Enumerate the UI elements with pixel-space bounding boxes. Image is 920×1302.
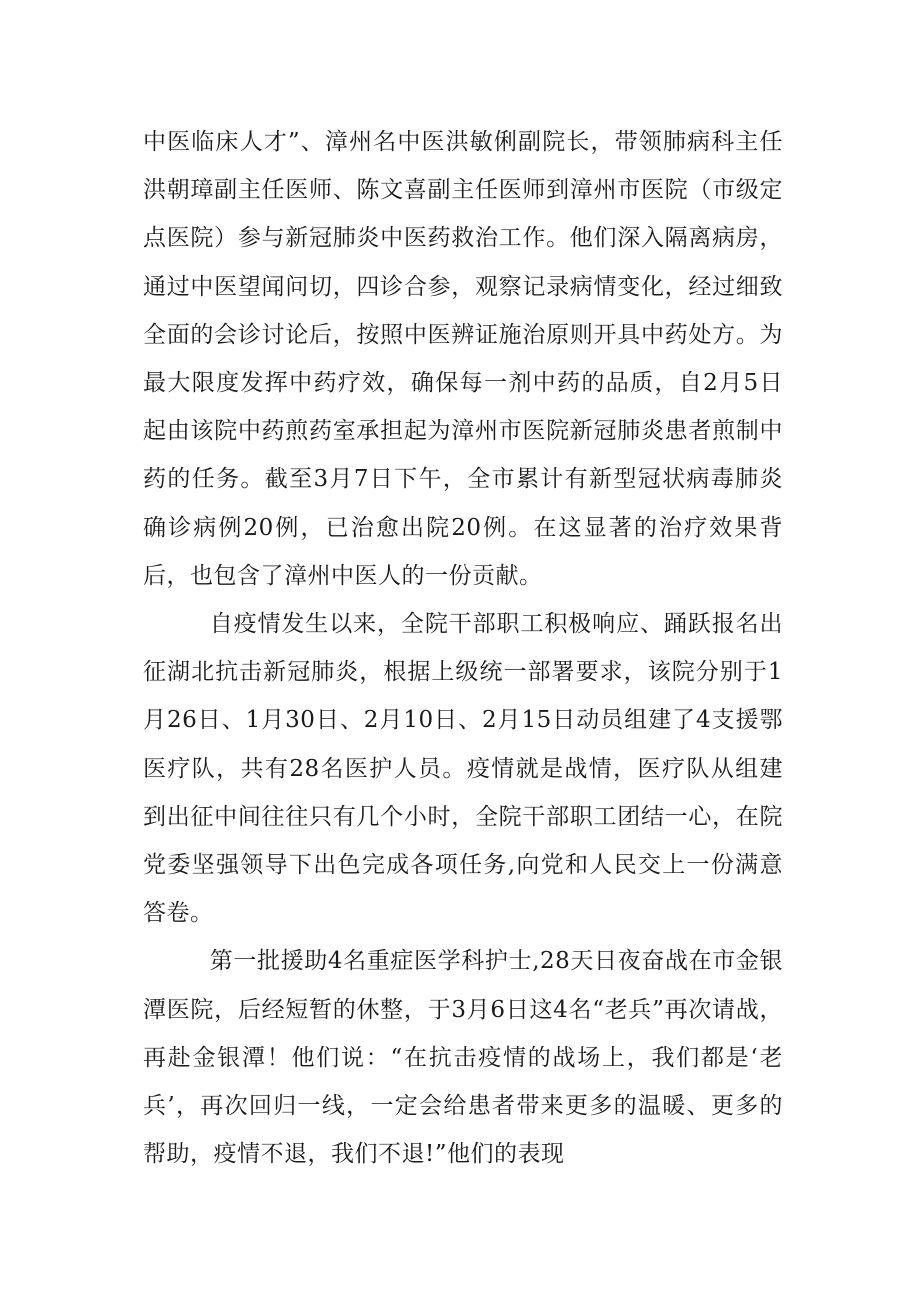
paragraph-continuation: 中医临床人才”、漳州名中医洪敏俐副院长，带领肺病科主任洪朝璋副主任医师、陈文喜副主任医师到漳州市医院（市级定点医院）参与新冠肺炎中医药救治工作。他们深入隔离病房，通过中医望闻问切，四诊合参，观察记录病情变化，经过细致全面的会诊讨论后，按照中医辨证施治原则开具中药处方。为最大限度发挥中药疗效，确保每一剂中药的品质，自2月5日起由该院中药煎药室承担起为漳州市医院新冠肺炎患者煎制中药的任务。截至3月7日下午，全市累计有新型冠状病毒肺炎确诊病例20例，已治愈出院20例。在这显著的治疗效果背后，也包含了漳州中医人的一份贡献。: [143, 129, 783, 589]
document-page: [143, 118, 783, 1178]
paragraph-first-batch-nurses: 第一批援助4名重症医学科护士,28天日夜奋战在市金银潭医院，后经短暂的休整，于3月6日这4名“老兵”再次请战，再赴金银潭！他们说：“在抗击疫情的战场上，我们都是‘老兵’，再次回归一线，一定会给患者带来更多的温暖、更多的帮助，疫情不退，我们不退!”他们的表现: [143, 948, 783, 1168]
paragraph-medical-teams: 自疫情发生以来，全院干部职工积极响应、踊跃报名出征湖北抗击新冠肺炎，根据上级统一部署要求，该院分别于1月26日、1月30日、2月10日、2月15日动员组建了4支援鄂医疗队，共有28名医护人员。疫情就是战情，医疗队从组建到出征中间往往只有几个小时，全院干部职工团结一心，在院党委坚强领导下出色完成各项任务,向党和人民交上一份满意答卷。: [143, 611, 783, 927]
